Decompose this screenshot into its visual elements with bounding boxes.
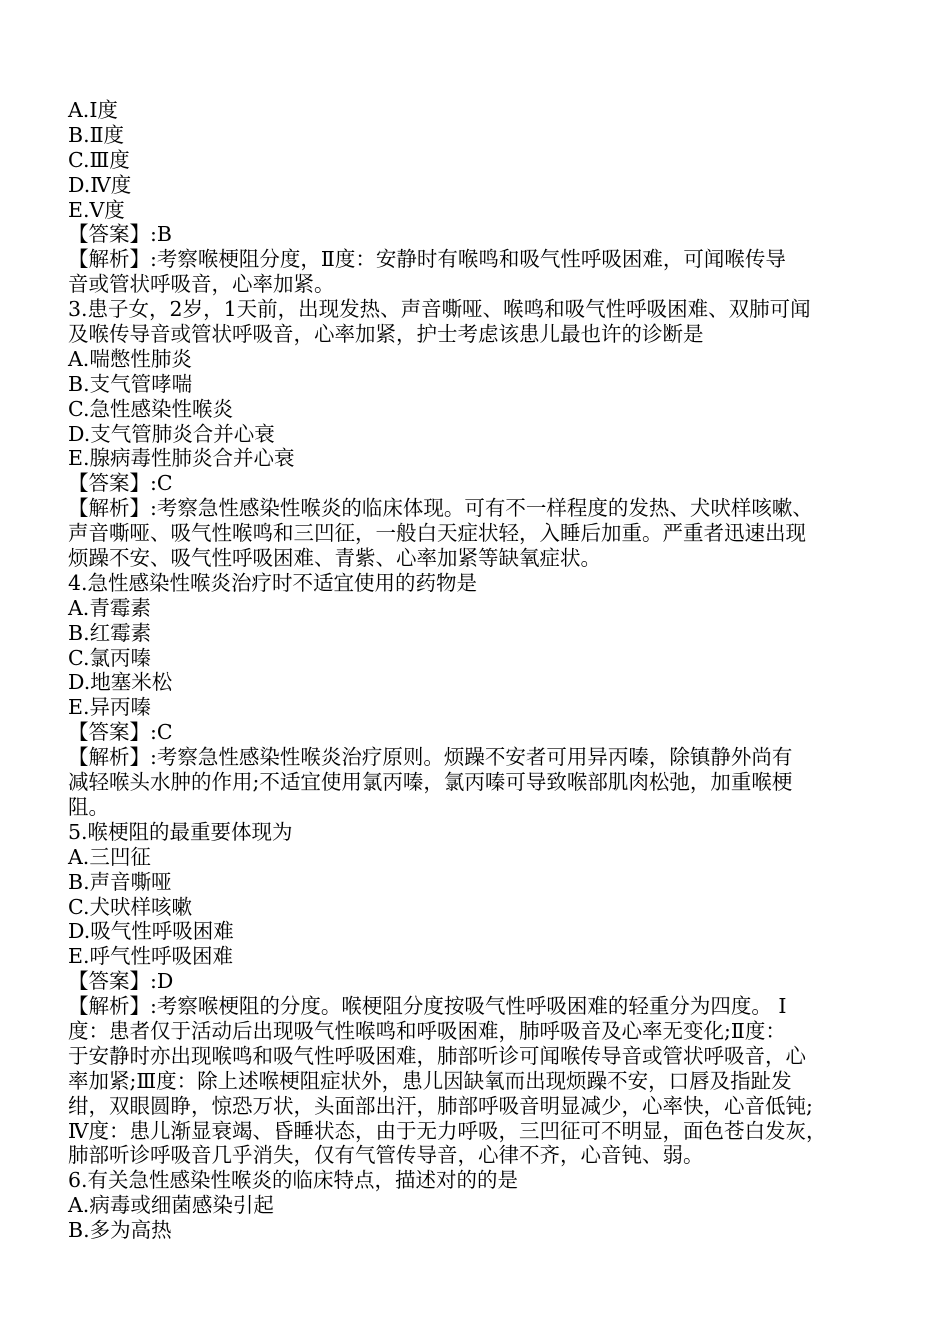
text-line: 肺部听诊呼吸音几乎消失，仅有气管传导音，心律不齐，心音钝、弱。 xyxy=(68,1143,704,1168)
text-line: 烦躁不安、吸气性呼吸困难、青紫、心率加紧等缺氧症状。 xyxy=(68,546,601,571)
text-line: Ⅳ度：患儿渐显衰竭、昏睡状态，由于无力呼吸，三凹征可不明显，面色苍白发灰， xyxy=(68,1118,827,1143)
text-line: 【答案】:B xyxy=(68,222,172,247)
text-line: 5.喉梗阻的最重要体现为 xyxy=(68,819,293,844)
text-line: 声音嘶哑、吸气性喉鸣和三凹征，一般白天症状轻，入睡后加重。严重者迅速出现 xyxy=(68,521,806,546)
text-line: 【答案】:D xyxy=(68,969,174,994)
text-line: D.吸气性呼吸困难 xyxy=(68,919,234,944)
text-line: 4.急性感染性喉炎治疗时不适宜使用的药物是 xyxy=(68,570,478,595)
text-line: A.三凹征 xyxy=(68,844,151,869)
text-line: C.Ⅲ度 xyxy=(68,147,130,172)
text-line: 【答案】:C xyxy=(68,471,173,496)
text-line: 3.患子女，2岁，1天前，出现发热、声音嘶哑、喉鸣和吸气性呼吸困难、双肺可闻 xyxy=(68,297,811,322)
text-line: E.呼气性呼吸困难 xyxy=(68,944,233,969)
text-line: 率加紧;Ⅲ度：除上述喉梗阻症状外，患儿因缺氧而出现烦躁不安，口唇及指趾发 xyxy=(68,1068,792,1093)
text-line: A.病毒或细菌感染引起 xyxy=(68,1193,274,1218)
text-line: C.氯丙嗪 xyxy=(68,645,151,670)
text-line: D.支气管肺炎合并心衰 xyxy=(68,421,275,446)
text-line: B.红霉素 xyxy=(68,620,152,645)
text-line: 音或管状呼吸音，心率加紧。 xyxy=(68,272,335,297)
text-line: A.青霉素 xyxy=(68,595,151,620)
text-line: C.急性感染性喉炎 xyxy=(68,396,233,421)
text-line: 减轻喉头水肿的作用;不适宜使用氯丙嗪，氯丙嗪可导致喉部肌肉松弛，加重喉梗 xyxy=(68,770,793,795)
text-line: E.异丙嗪 xyxy=(68,695,151,720)
text-line: 【解析】:考察急性感染性喉炎的临床体现。可有不一样程度的发热、犬吠样咳嗽、 xyxy=(68,496,813,521)
document-page xyxy=(68,98,898,1243)
text-line: B.声音嘶哑 xyxy=(68,869,172,894)
text-line: D.Ⅳ度 xyxy=(68,172,132,197)
text-line: 于安静时亦出现喉鸣和吸气性呼吸困难，肺部听诊可闻喉传导音或管状呼吸音，心 xyxy=(68,1043,806,1068)
text-line: C.犬吠样咳嗽 xyxy=(68,894,192,919)
text-line: 【解析】:考察喉梗阻的分度。喉梗阻分度按吸气性呼吸困难的轻重分为四度。 Ⅰ xyxy=(68,994,787,1019)
text-line: 度：患者仅于活动后出现吸气性喉鸣和呼吸困难，肺呼吸音及心率无变化;Ⅱ度： xyxy=(68,1018,786,1043)
text-line: 【解析】:考察喉梗阻分度，Ⅱ度：安静时有喉鸣和吸气性呼吸困难，可闻喉传导 xyxy=(68,247,786,272)
text-line: D.地塞米松 xyxy=(68,670,173,695)
text-line: A.喘憋性肺炎 xyxy=(68,346,192,371)
text-line: 【解析】:考察急性感染性喉炎治疗原则。烦躁不安者可用异丙嗪，除镇静外尚有 xyxy=(68,745,793,770)
text-line: 绀，双眼圆睁，惊恐万状，头面部出汗，肺部呼吸音明显减少，心率快，心音低钝; xyxy=(68,1093,813,1118)
text-line: B.多为高热 xyxy=(68,1218,172,1243)
text-line: B.Ⅱ度 xyxy=(68,122,125,147)
text-line: E.腺病毒性肺炎合并心衰 xyxy=(68,446,295,471)
text-line: B.支气管哮喘 xyxy=(68,371,193,396)
text-line: E.Ⅴ度 xyxy=(68,197,125,222)
text-line: 阻。 xyxy=(68,794,109,819)
text-line: 及喉传导音或管状呼吸音，心率加紧，护士考虑该患儿最也许的诊断是 xyxy=(68,322,704,347)
text-line: A.Ⅰ度 xyxy=(68,98,118,122)
text-line: 6.有关急性感染性喉炎的临床特点，描述对的的是 xyxy=(68,1168,519,1193)
text-line: 【答案】:C xyxy=(68,720,173,745)
